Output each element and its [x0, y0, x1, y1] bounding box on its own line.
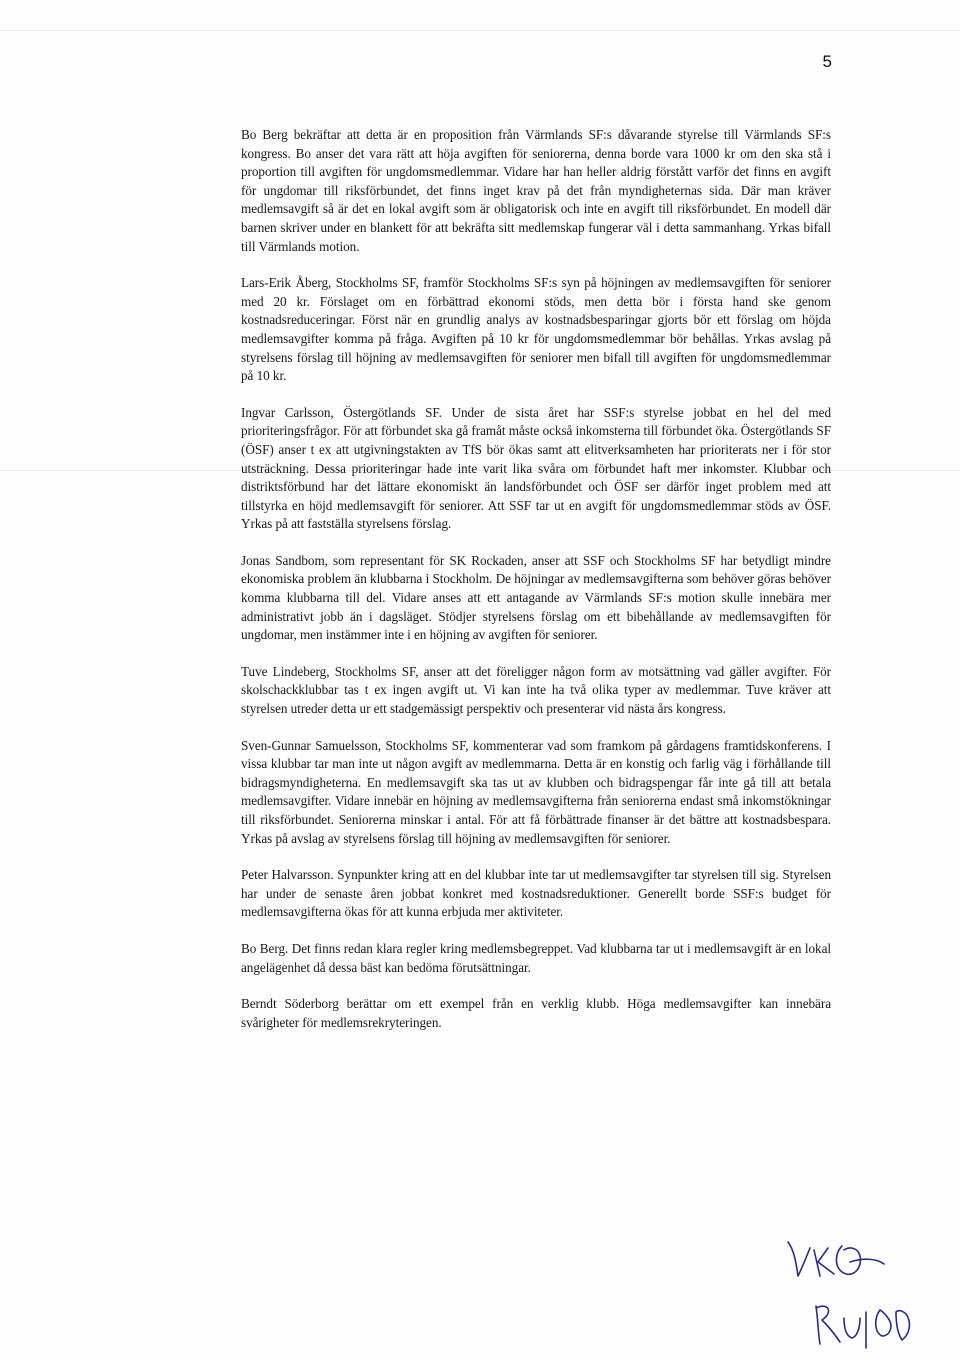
minutes-body: [241, 126, 831, 1050]
scan-artifact-line: [0, 30, 960, 31]
page-number: 5: [822, 52, 832, 71]
paragraph-peter-halvarsson: Peter Halvarsson. Synpunkter kring att en del klubbar inte tar ut medlemsavgifter tar styrelsen till sig. Styrelsen har under de senaste åren jobbat konkret med kostnadsreduktioner. Generellt borde SSF:s budget för medlemsavgifterna ökas för att kunna erbjuda mer aktiviteter.: [241, 867, 831, 920]
paragraph-ingvar-carlsson: Ingvar Carlsson, Östergötlands SF. Under de sista året har SSF:s styrelse jobbat en hel del med prioriteringsfrågor. För att förbundet ska gå framåt måste också inkomsterna till förbundet öka. Östergötlands SF (ÖSF) anser t ex att utgivningstakten av TfS bör ökas samt att elitverksamheten har prioriterats ner i för stor utsträckning. Dessa prioriteringar hade inte varit lika svåra om förbundet haft mer inkomster. Klubbar och distriktsförbund har det lättare ekonomiskt än landsförbundet och ÖSF ser därför inget problem med att tillstyrka en höjd medlemsavgift för seniorer. Att SSF tar ut en avgift för ungdomsmedlemmar stöds av ÖSF. Yrkas på att fastställa styrelsens förslag.: [241, 404, 831, 532]
paragraph-sven-gunnar-samuelsson: Sven-Gunnar Samuelsson, Stockholms SF, kommenterar vad som framkom på gårdagens framtidskonferens. I vissa klubbar tar man inte ut någon avgift av medlemmarna. Detta är en konstig och farlig väg i förhållande till bidragsmyndigheterna. En medlemsavgift ska tas ut av klubben och bidragspengar får inte gå till att betala medlemsavgifter. Vidare innebär en höjning av medlemsavgifterna från seniorerna endast små inkomstökningar till riksförbundet. Seniorerna minskar i antal. För att få förbättrade finanser är det bättre att kostnadsbespara. Yrkas på avslag av styrelsens förslag till höjning av medlemsavgiften för seniorer.: [241, 737, 831, 846]
paragraph-jonas-sandbom: Jonas Sandbom, som representant för SK Rockaden, anser att SSF och Stockholms SF har betydligt mindre ekonomiska problem än klubbarna i Stockholm. De höjningar av medlemsavgifterna som behöver göras behöver komma klubbarna till del. Vidare anses att ett antagande av Värmlands SF:s motion skulle innebära mer administrativt jobb än i dagsläget. Stödjer styrelsens förslag om ett bibehållande av medlemsavgiften för ungdomar, men instämmer inte i en höjning av avgiften för seniorer.: [241, 552, 831, 643]
paragraph-tuve-lindeberg: Tuve Lindeberg, Stockholms SF, anser att det föreligger någon form av motsättning vad gäller avgifter. För skolschackklubbar tas t ex ingen avgift ut. Vi kan inte ha två olika typer av medlemmar. Tuve kräver att styrelsen utreder detta ur ett stadgemässigt perspektiv och presenterar vid nästa års kongress.: [241, 663, 831, 717]
paragraph-lars-erik-aberg: Lars-Erik Åberg, Stockholms SF, framför Stockholms SF:s syn på höjningen av medlemsavgiften för seniorer med 20 kr. Förslaget om en förbättrad ekonomi stöds, men detta bör i första hand ske genom kostnadsreduceringar. Först när en grundlig analys av kostnadsbesparingar gjorts bör ett förslag om höjda medlemsavgifter komma på fråga. Avgiften på 10 kr för ungdomsmedlemmar bör behållas. Yrkas avslag på styrelsens förslag till höjning av medlemsavgiften för seniorer men bifall till avgiften för ungdomsmedlemmar på 10 kr.: [241, 275, 831, 384]
handwritten-initials-signature: [780, 1228, 930, 1358]
paragraph-berndt-soderborg: Berndt Söderborg berättar om ett exempel från en verklig klubb. Höga medlemsavgifter kan innebära svårigheter för medlemsrekryteringen.: [241, 996, 831, 1030]
paragraph-bo-berg-1: Bo Berg bekräftar att detta är en proposition från Värmlands SF:s dåvarande styrelse till Värmlands SF:s kongress. Bo anser det vara rätt att höja avgiften för seniorerna, denna borde vara 1000 kr om den ska stå i proportion till avgiften för ungdomsmedlemmar. Vidare har han heller aldrig förstått varför det finns en avgift för ungdomar till riksförbundet, det finns inget krav på det från myndigheternas sida. Där man kräver medlemsavgift så är det en lokal avgift som är obligatorisk och inte en avgift till riksförbundet. En modell där barnen skriver under en blankett för att bekräfta sitt medlemskap fungerar väl i detta sammanhang. Yrkas bifall till Värmlands motion.: [241, 127, 831, 254]
paragraph-bo-berg-2: Bo Berg. Det finns redan klara regler kring medlemsbegreppet. Vad klubbarna tar ut i medlemsavgift är en lokal angelägenhet då dessa bäst kan bedöma förutsättningar.: [241, 940, 831, 975]
